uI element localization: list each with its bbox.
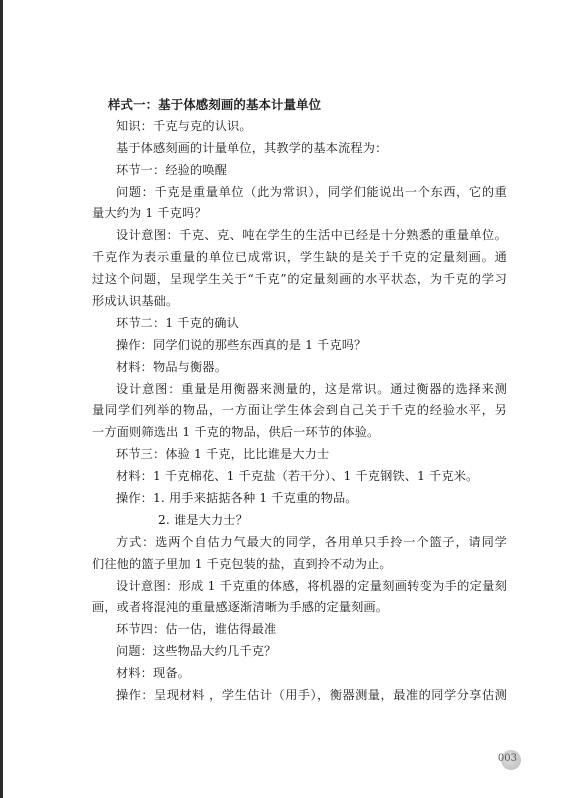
text-line: 环节二：1 千克的确认: [116, 315, 239, 330]
text-line: 操作：1. 用手来掂掂各种 1 千克重的物品。: [116, 491, 358, 506]
section-title: 样式一：基于体感刻画的基本计量单位: [108, 97, 322, 112]
text-line: 操作：同学们说的那些东西真的是 1 千克吗？: [116, 337, 367, 352]
text-line: 设计意图：重量是用衡器来测量的，这是常识。通过衡器的选择来测: [116, 381, 507, 396]
text-line: 操作：呈现材料 ，学生估计（用手），衡器测量，最准的同学分享估测: [116, 688, 507, 703]
text-line: 量同学们列举的物品，一方面让学生体会到自己关于千克的经验水平，另: [92, 403, 507, 418]
text-line: 问题：千克是重量单位（此为常识），同学们能说出一个东西，它的重: [116, 184, 507, 199]
text-line: 过这个问题，呈现学生关于“千克”的定量刻画的水平状态，为千克的学习: [92, 272, 507, 287]
text-line: 环节一：经验的唤醒: [116, 162, 228, 177]
text-line: 一方面则筛选出 1 千克的物品，供后一环节的体验。: [92, 425, 380, 440]
text-line: 设计意图：形成 1 千克重的体感，将机器的定量刻画转变为手的定量刻: [116, 578, 507, 593]
text-line: 设计意图：千克、克、吨在学生的生活中已经是十分熟悉的重量单位。: [116, 228, 507, 243]
text-line: 形成认识基础。: [92, 294, 179, 309]
text-line: 问题：这些物品大约几千克？: [116, 644, 277, 659]
document-body: [92, 94, 507, 707]
page-edge: [0, 0, 3, 798]
text-line: 基于体感刻画的计量单位，其教学的基本流程为：: [116, 140, 388, 155]
text-line: 千克作为表示重量的单位已成常识，学生缺的是关于千克的定量刻画。通: [92, 250, 507, 265]
text-line: 环节四：估一估，谁估得最准: [116, 622, 277, 637]
text-line: 材料：物品与衡器。: [116, 359, 228, 374]
text-line: 材料：现备。: [116, 666, 191, 681]
text-line: 材料：1 千克棉花、1 千克盐（若干分）、1 千克钢铁、1 千克米。: [116, 469, 479, 484]
page-number: 003: [497, 753, 517, 764]
text-line: 们往他的篮子里加 1 千克包装的盐，直到拎不动为止。: [92, 556, 392, 571]
text-line: 方式：选两个自估力气最大的同学，各用单只手拎一个篮子，请同学: [116, 534, 507, 549]
text-line: 2. 谁是大力士？: [158, 512, 248, 527]
text-line: 知识：千克与克的认识。: [116, 118, 252, 133]
text-line: 画，或者将混沌的重量感逐渐清晰为手感的定量刻画。: [92, 600, 389, 615]
text-line: 环节三：体验 1 千克，比比谁是大力士: [116, 447, 330, 462]
text-line: 量大约为 1 千克吗？: [92, 206, 207, 221]
